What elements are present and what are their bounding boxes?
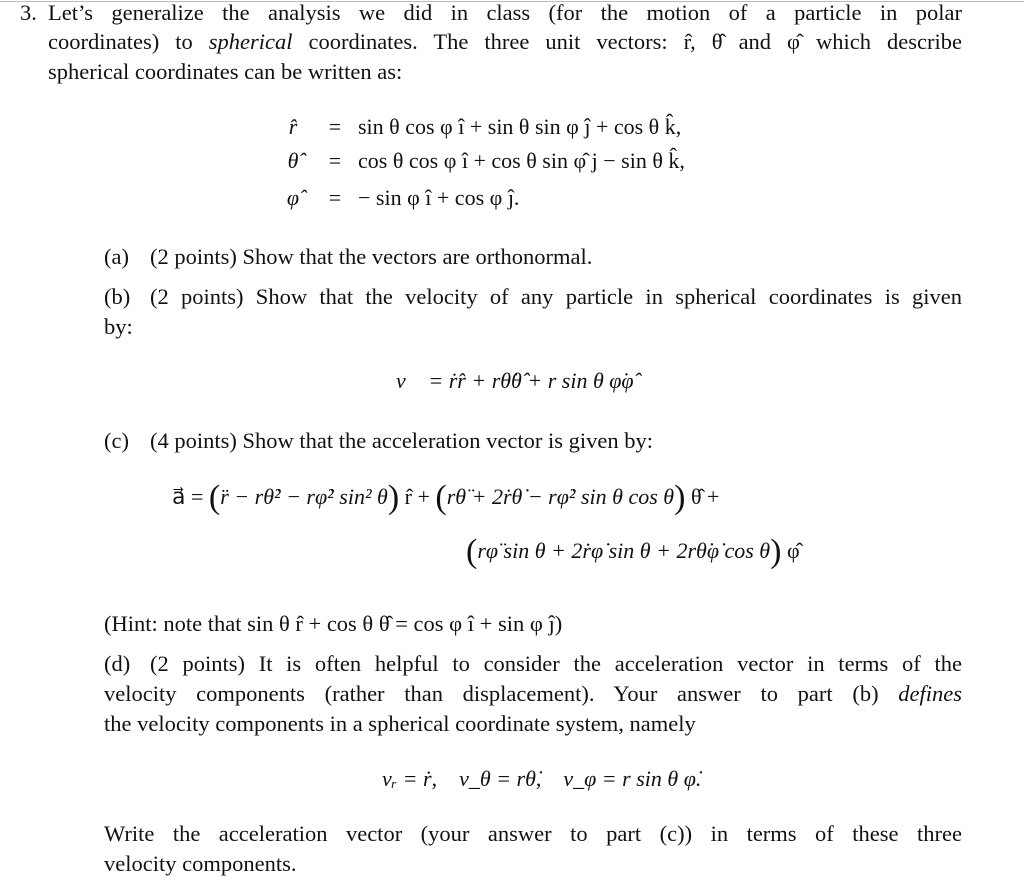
intro-line-2 bbox=[48, 29, 962, 55]
intro-line-3: spherical coordinates can be written as: bbox=[48, 59, 403, 84]
eq-lhs: r̂ bbox=[288, 114, 298, 139]
part-c-text: (4 points) Show that the acceleration vector is given by: bbox=[150, 428, 653, 453]
velocity-components-equation: vᵣ = ṙ, v_θ = rθ̇, v_φ = r sin θ φ̇. bbox=[382, 766, 702, 791]
part-d-label: (d) bbox=[104, 651, 131, 676]
part-b-text: (2 points) Show that the velocity of any particle in spherical coordinates is given bbox=[150, 284, 962, 309]
part-b-text: by: bbox=[104, 314, 133, 339]
part-d-text: the velocity components in a spherical coordinate system, namely bbox=[104, 711, 696, 736]
intro-emphasis: spherical bbox=[208, 29, 293, 54]
part-d-text bbox=[104, 681, 962, 707]
part-a-label: (a) bbox=[104, 244, 129, 269]
eq-lhs: a⃗ = bbox=[172, 484, 204, 509]
intro-text: coordinates) to bbox=[48, 29, 209, 54]
acceleration-equation-row-2 bbox=[466, 533, 800, 570]
eq-rhs: sin θ cos φ î + sin θ sin φ ĵ + cos θ k̂, bbox=[358, 114, 682, 139]
intro-line-1: Let’s generalize the analysis we did in class (for the motion of a particle in polar bbox=[48, 0, 962, 25]
theta-term: rθ̈ + 2ṙθ̇ − rφ̇² sin θ cos θ bbox=[446, 484, 675, 509]
part-c-label: (c) bbox=[104, 428, 129, 453]
phi-unit: φ̂ bbox=[786, 538, 800, 563]
part-d-text: velocity components. bbox=[104, 851, 297, 876]
eq-lhs: θ̂ bbox=[287, 148, 299, 173]
part-d-emphasis: defines bbox=[898, 681, 962, 706]
acceleration-equation-row-1 bbox=[172, 479, 720, 516]
intro-text: coordinates. The three unit vectors: r̂, θ̂ and φ̂ which describe bbox=[292, 29, 962, 54]
hint-text: (Hint: note that sin θ r̂ + cos θ θ̂ = cos φ î + sin φ ĵ) bbox=[104, 611, 563, 636]
r-term: r̈ − rθ̇² − rφ̇² sin² θ bbox=[220, 484, 388, 509]
eq-rhs: cos θ cos φ î + cos θ sin φ̂ j − sin θ k̂, bbox=[358, 148, 685, 173]
left-paren: ( bbox=[435, 479, 447, 516]
theta-unit: θ̂ + bbox=[690, 484, 720, 509]
phi-term: rφ̈ sin θ + 2ṙφ̇ sin θ + 2rθ̇φ̇ cos θ bbox=[477, 538, 771, 563]
eq-sign: = bbox=[328, 148, 342, 173]
part-d-text: Write the acceleration vector (your answer to part (c)) in terms of these three bbox=[104, 821, 962, 846]
eq-sign: = bbox=[328, 185, 342, 210]
left-paren: ( bbox=[208, 479, 221, 516]
right-paren: ) bbox=[674, 479, 686, 516]
part-a-text: (2 points) Show that the vectors are orthonormal. bbox=[150, 244, 593, 269]
right-paren: ) bbox=[770, 533, 782, 570]
left-paren: ( bbox=[466, 533, 478, 570]
part-d-text: (2 points) It is often helpful to consider the acceleration vector in terms of the bbox=[150, 651, 962, 676]
r-unit: r̂ + bbox=[404, 484, 430, 509]
eq-lhs: φ̂ bbox=[286, 185, 300, 210]
right-paren: ) bbox=[387, 479, 400, 516]
part-b-label: (b) bbox=[104, 284, 131, 309]
problem-number: 3. bbox=[20, 0, 37, 25]
eq-rhs: − sin φ î + cos φ ĵ. bbox=[358, 185, 520, 210]
velocity-equation: v⃗ = ṙr̂ + rθ̇θ̂ + r sin θ φ̇φ̂ bbox=[396, 368, 634, 393]
eq-sign: = bbox=[328, 114, 342, 139]
part-d-text-span: velocity components (rather than displacement). Your answer to part (b) bbox=[104, 681, 899, 706]
